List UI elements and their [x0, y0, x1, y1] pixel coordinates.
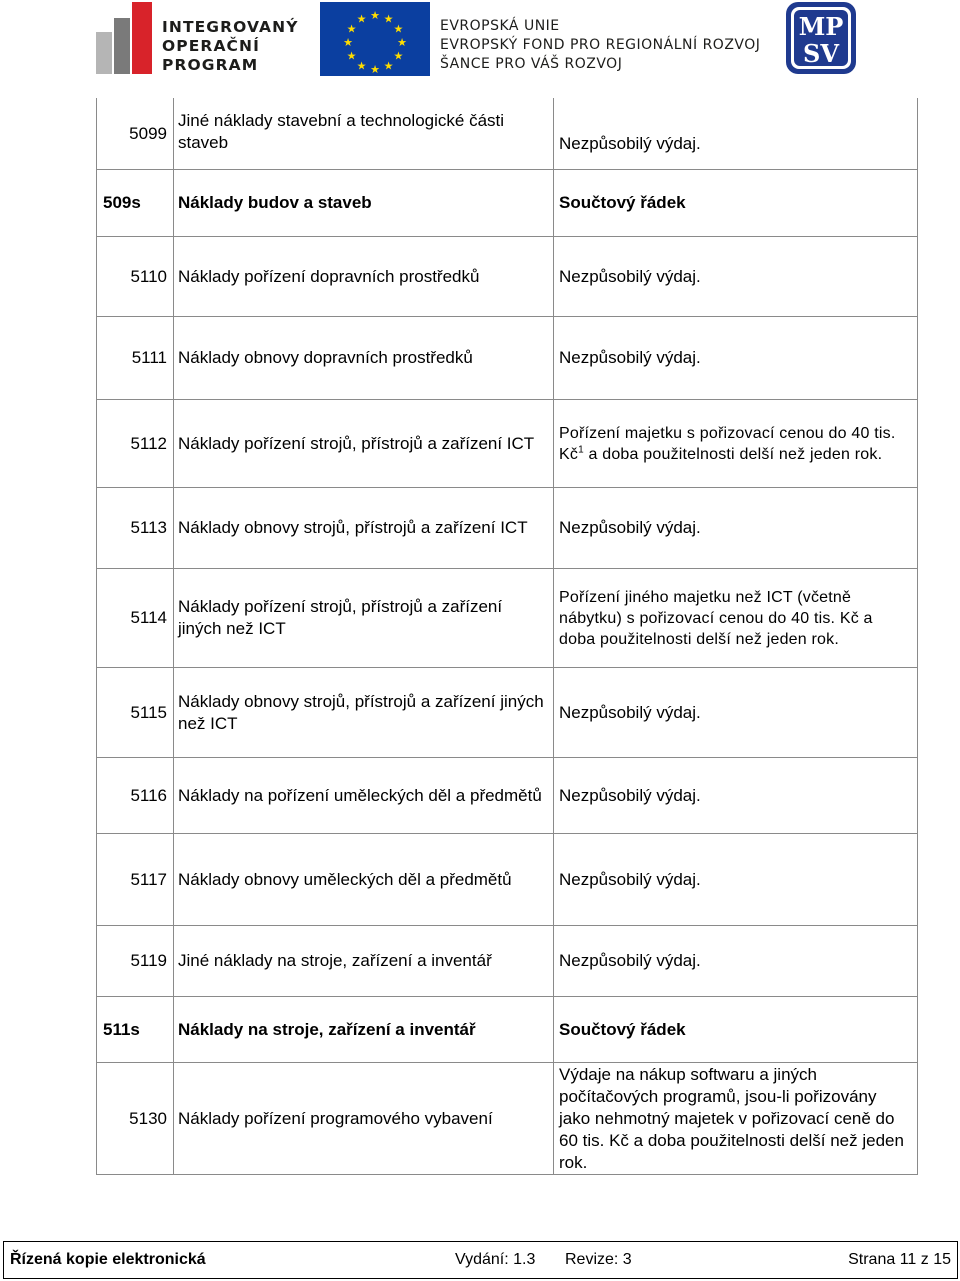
row-note: Nezpůsobilý výdaj. [559, 702, 701, 722]
table-row [96, 834, 918, 926]
row-name: Náklady pořízení programového vybavení [174, 1063, 554, 1174]
table-row [96, 926, 918, 997]
row-code: 509s [96, 170, 174, 236]
iop-logo [96, 2, 299, 74]
row-note: Součtový řádek [559, 193, 686, 212]
eu-line-1: EVROPSKÁ UNIE [440, 18, 560, 34]
table-row [96, 668, 918, 758]
svg-text:★: ★ [393, 49, 404, 63]
row-name: Náklady obnovy uměleckých děl a předmětů [174, 834, 554, 925]
row-name: Náklady obnovy strojů, přístrojů a zařízení jiných než ICT [174, 668, 554, 757]
row-code: 5116 [96, 758, 174, 833]
svg-text:★: ★ [346, 49, 357, 63]
footnote-ref: 1 [578, 444, 584, 456]
table-row [96, 1063, 918, 1175]
row-code: 5111 [96, 317, 174, 399]
row-name: Náklady obnovy strojů, přístrojů a zařízení ICT [174, 488, 554, 568]
cost-items-table [96, 98, 918, 1175]
row-code: 5112 [96, 400, 174, 487]
page-header [0, 0, 960, 80]
row-name: Náklady pořízení dopravních prostředků [174, 237, 554, 316]
row-code: 5113 [96, 488, 174, 568]
iop-line-3: PROGRAM [162, 56, 259, 74]
row-code: 5114 [96, 569, 174, 667]
table-row-sum [96, 997, 918, 1063]
row-note: Nezpůsobilý výdaj. [559, 869, 701, 889]
row-code: 5130 [96, 1063, 174, 1174]
row-name: Náklady pořízení strojů, přístrojů a zařízení jiných než ICT [174, 569, 554, 667]
svg-text:★: ★ [393, 22, 404, 36]
row-name: Náklady na stroje, zařízení a inventář [174, 997, 554, 1062]
row-note-text-cont: a doba použitelnosti delší než jeden rok. [583, 445, 883, 463]
iop-emblem-icon [96, 2, 158, 74]
svg-text:★: ★ [370, 9, 380, 22]
svg-text:★: ★ [383, 12, 394, 26]
row-name: Náklady pořízení strojů, přístrojů a zařízení ICT [174, 400, 554, 487]
footer-copy-status: Řízená kopie elektronická [10, 1251, 206, 1268]
svg-text:★: ★ [397, 36, 407, 49]
iop-line-1: INTEGROVANÝ [162, 18, 299, 36]
eu-line-2: EVROPSKÝ FOND PRO REGIONÁLNÍ ROZVOJ [440, 37, 761, 53]
row-name: Náklady na pořízení uměleckých děl a předmětů [174, 758, 554, 833]
table-row [96, 98, 918, 170]
footer-revision: Revize: 3 [565, 1251, 632, 1268]
row-note: Nezpůsobilý výdaj. [559, 951, 701, 970]
table-row [96, 237, 918, 317]
svg-text:★: ★ [346, 22, 357, 36]
svg-text:★: ★ [370, 63, 380, 76]
eu-flag-icon [320, 2, 430, 76]
footer-page-number: Strana 11 z 15 [848, 1251, 951, 1268]
table-row-sum [96, 170, 918, 237]
row-name: Náklady budov a staveb [174, 170, 554, 236]
row-name: Náklady obnovy dopravních prostředků [174, 317, 554, 399]
eu-line-3: ŠANCE PRO VÁŠ ROZVOJ [440, 56, 623, 72]
row-name: Jiné náklady stavební a technologické části staveb [174, 98, 554, 169]
svg-text:★: ★ [343, 36, 353, 49]
row-code: 511s [96, 997, 174, 1062]
iop-wordmark [162, 18, 299, 75]
table-row [96, 569, 918, 668]
svg-text:SV: SV [803, 39, 839, 68]
row-code: 5119 [96, 926, 174, 996]
row-code: 5110 [96, 237, 174, 316]
iop-line-2: OPERAČNÍ [162, 37, 260, 55]
row-name: Jiné náklady na stroje, zařízení a inventář [174, 926, 554, 996]
footer-version: Vydání: 1.3 [455, 1251, 536, 1268]
table-row [96, 400, 918, 488]
svg-text:★: ★ [383, 59, 394, 73]
row-note: Nezpůsobilý výdaj. [559, 518, 701, 537]
svg-text:★: ★ [356, 59, 367, 73]
row-note-text: Pořízení majetku s pořizovací cenou do 40 tis. Kč [559, 424, 896, 463]
mpsv-logo-icon [786, 2, 856, 74]
table-row [96, 317, 918, 400]
svg-text:★: ★ [356, 12, 367, 26]
row-note: Nezpůsobilý výdaj. [559, 266, 701, 286]
row-note: Pořízení jiného majetku než ICT (včetně nábytku) s pořizovací cenou do 40 tis. Kč a doba použitelnosti delší než jeden rok. [559, 588, 873, 648]
table-row [96, 488, 918, 569]
row-note: Nezpůsobilý výdaj. [559, 785, 701, 805]
row-note: Nezpůsobilý výdaj. [559, 133, 701, 153]
row-note: Nezpůsobilý výdaj. [559, 348, 701, 367]
eu-text-block [440, 17, 760, 74]
row-note: Součtový řádek [559, 1019, 686, 1039]
row-note [554, 400, 918, 487]
row-note: Výdaje na nákup softwaru a jiných počítačových programů, jsou-li pořizovány jako nehmotný majetek v pořizovací ceně do 60 tis. Kč a doba použitelnosti delší než jeden rok. [559, 1064, 904, 1172]
row-code: 5117 [96, 834, 174, 925]
row-code: 5099 [96, 98, 174, 169]
row-code: 5115 [96, 668, 174, 757]
table-row [96, 758, 918, 834]
svg-text:MP: MP [798, 12, 844, 41]
page-footer [3, 1241, 958, 1279]
